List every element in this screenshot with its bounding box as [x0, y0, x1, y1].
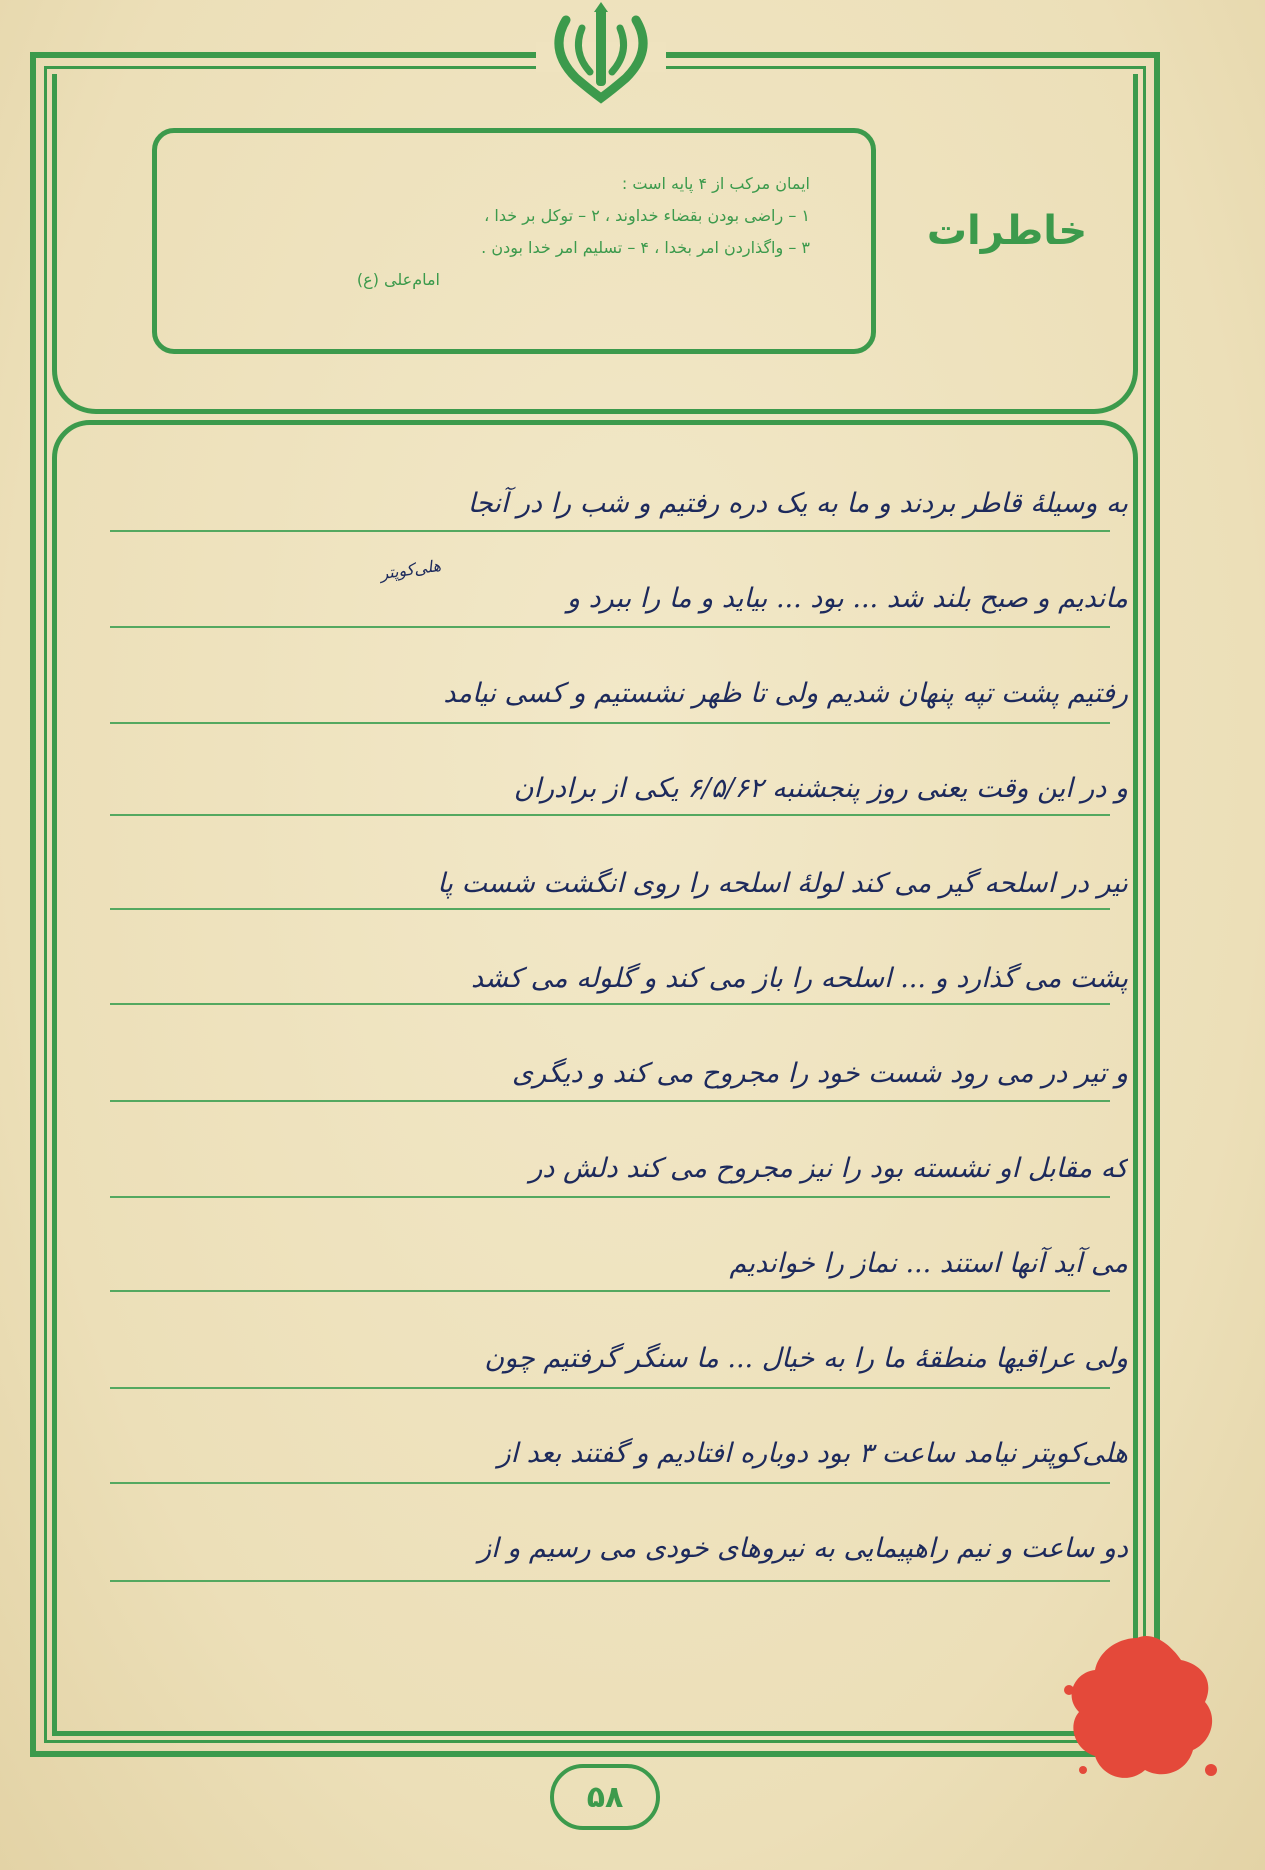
handwritten-line: دو ساعت و نیم راهپیمایی به نیروهای خودی می رسیم و از — [478, 1533, 1128, 1564]
handwritten-text — [88, 474, 1128, 1614]
interlinear-note: هلی‌کوپتر — [378, 555, 443, 584]
quote-author: امام‌علی (ع) — [356, 270, 440, 289]
quote-line-1: ایمان مرکب از ۴ پایه است : — [621, 174, 810, 193]
quote-line-2: ۱ – راضی بودن بقضاء خداوند ، ۲ – توکل بر خدا ، — [484, 206, 810, 225]
section-title: خاطرات — [926, 208, 1088, 254]
handwritten-line: به وسیلهٔ قاطر بردند و ما به یک دره رفتیم و شب را در آنجا — [467, 488, 1128, 519]
handwritten-line: که مقابل او نشسته بود را نیز مجروح می کند دلش در — [529, 1153, 1128, 1184]
handwritten-line: ماندیم و صبح بلند شد ... بود ... بیاید و ما را ببرد و — [567, 583, 1128, 614]
handwritten-line: و تیر در می رود شست خود را مجروح می کند و دیگری — [511, 1058, 1128, 1089]
handwritten-line: تیر در اسلحه گیر می کند لولهٔ اسلحه را روی انگشت شست پا — [437, 868, 1128, 899]
red-ink-stain — [1055, 1620, 1225, 1790]
handwritten-line: ولی عراقیها منطقهٔ ما را به خیال ... ما سنگر گرفتیم چون — [484, 1343, 1128, 1374]
handwritten-line: هلی‌کوپتر نیامد ساعت ۳ بود دوباره افتادیم و گفتند بعد از — [497, 1438, 1128, 1469]
handwritten-line: می آید آنها استند ... نماز را خواندیم — [729, 1248, 1128, 1279]
handwritten-line: رفتیم پشت تپه پنهان شدیم ولی تا ظهر نشستیم و کسی نیامد — [443, 678, 1128, 709]
handwritten-line: و در این وقت یعنی روز پنجشنبه ۶/۵/۶۲ یکی از برادران — [513, 773, 1128, 804]
quote-line-3: ۳ – واگذاردن امر بخدا ، ۴ – تسلیم امر خدا بودن . — [481, 238, 810, 257]
handwritten-line: پشت می گذارد و ... اسلحه را باز می کند و گلوله می کشد — [470, 963, 1128, 994]
page-number: ۵۸ — [550, 1764, 660, 1830]
